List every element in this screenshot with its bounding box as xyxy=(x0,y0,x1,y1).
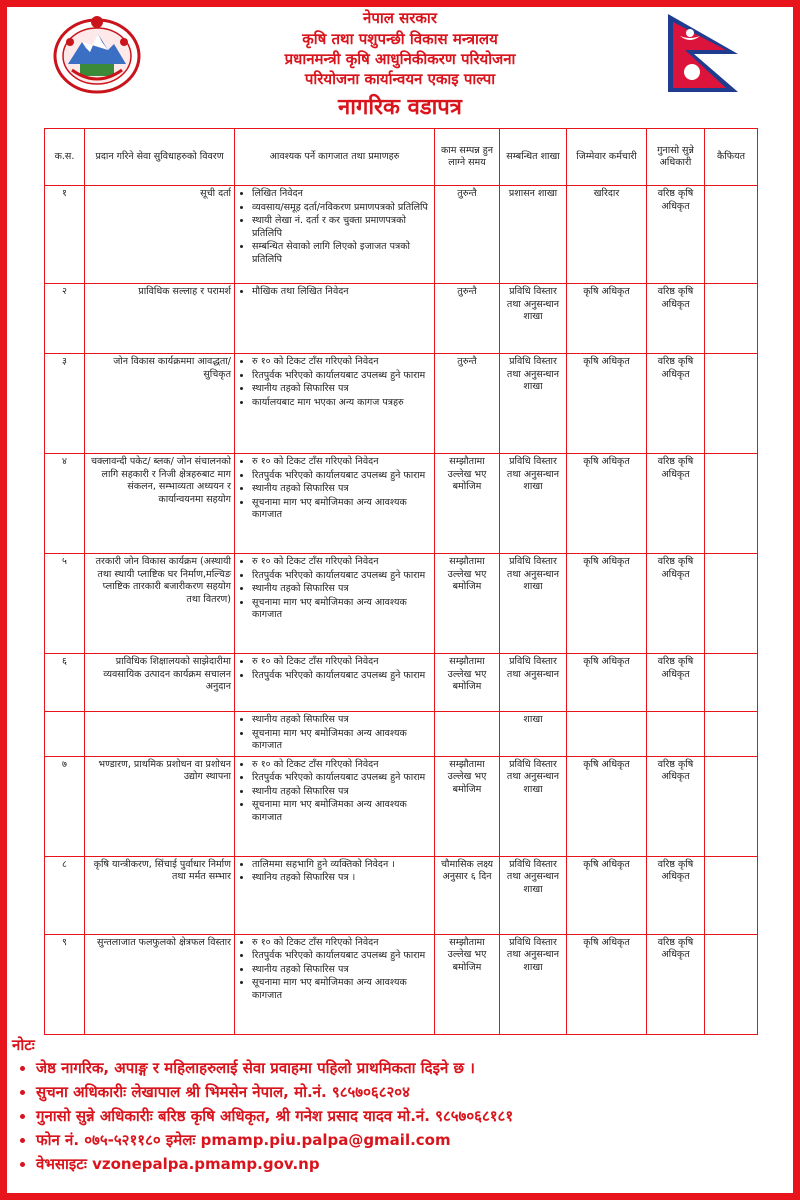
cell-staff: खरिदार xyxy=(567,186,647,284)
header-line-3: प्रधानमन्त्री कृषि आधुनिकीकरण परियोजना xyxy=(284,50,516,68)
cell-docs xyxy=(235,756,435,856)
column-header: क.स. xyxy=(45,129,85,186)
column-header: गुनासो सुन्ने अधिकारी xyxy=(647,129,705,186)
table-row xyxy=(45,284,758,354)
page-header xyxy=(0,8,800,125)
required-doc-item: • स्थानीय तहको सिफारिस पत्र xyxy=(252,383,431,396)
required-docs-list xyxy=(238,356,431,409)
required-doc-item: • स्थानीय तहको सिफारिस पत्र xyxy=(252,483,431,496)
cell-time: सम्झौतामा उल्लेख भए बमोजिम xyxy=(435,934,500,1034)
required-doc-item: • सूचनामा माग भए बमोजिमका अन्य आवश्यक कागजात xyxy=(252,799,431,824)
cell-remarks xyxy=(705,554,758,654)
required-doc-item: • स्थायी लेखा नं. दर्ता र कर चुक्ता प्रमाणपत्रको प्रतिलिपि xyxy=(252,215,431,240)
table-row xyxy=(45,554,758,654)
cell-docs xyxy=(235,554,435,654)
cell-time: सम्झौतामा उल्लेख भए बमोजिम xyxy=(435,554,500,654)
required-doc-item: • स्थानीय तहको सिफारिस पत्र xyxy=(252,714,431,727)
table-row xyxy=(45,354,758,454)
cell-branch: प्रविधि विस्तार तथा अनुसन्धान शाखा xyxy=(500,934,567,1034)
column-header: काम सम्पन्न हुन लाग्ने समय xyxy=(435,129,500,186)
cell-time: सम्झौतामा उल्लेख भए बमोजिम xyxy=(435,454,500,554)
header-line-2: कृषि तथा पशुपन्छी विकास मन्त्रालय xyxy=(302,30,498,48)
required-doc-item: • रितपुर्वक भरिएको कार्यालयबाट उपलब्ध हुने फाराम xyxy=(252,570,431,583)
required-doc-item: • रु १० को टिकट टाँस गरिएको निवेदन xyxy=(252,656,431,669)
cell-remarks xyxy=(705,186,758,284)
required-doc-item: • रु १० को टिकट टाँस गरिएको निवेदन xyxy=(252,456,431,469)
cell-sn: ९ xyxy=(45,934,85,1034)
required-docs-list xyxy=(238,286,431,299)
cell-service: सुन्तलाजात फलफुलको क्षेत्रफल विस्तार xyxy=(85,934,235,1034)
column-header: सम्बन्धित शाखा xyxy=(500,129,567,186)
table-header-row xyxy=(45,129,758,186)
cell-branch: प्रविधि विस्तार तथा अनुसन्धान शाखा xyxy=(500,354,567,454)
required-doc-item: • स्थानीय तहको सिफारिस पत्र xyxy=(252,964,431,977)
table-row xyxy=(45,454,758,554)
cell-staff: कृषि अधिकृत xyxy=(567,856,647,934)
cell-service: जोन विकास कार्यक्रममा आवद्धता/सुचिकृत xyxy=(85,354,235,454)
cell-branch: प्रविधि विस्तार तथा अनुसन्धान शाखा xyxy=(500,756,567,856)
column-header: जिम्मेवार कर्मचारी xyxy=(567,129,647,186)
note-item: • गुनासो सुन्ने अधिकारीः बरिष्ठ कृषि अधिकृत, श्री गनेश प्रसाद यादव मो.नं. ९८५७०६८१८१ xyxy=(36,1104,792,1128)
required-doc-item: • रितपुर्वक भरिएको कार्यालयबाट उपलब्ध हुने फाराम xyxy=(252,470,431,483)
cell-staff: कृषि अधिकृत xyxy=(567,284,647,354)
cell-sn xyxy=(45,712,85,757)
cell-branch: प्रविधि विस्तार तथा अनुसन्धान शाखा xyxy=(500,856,567,934)
cell-remarks xyxy=(705,756,758,856)
cell-sn: ७ xyxy=(45,756,85,856)
cell-remarks xyxy=(705,354,758,454)
notes-heading: नोटः xyxy=(12,1036,35,1054)
cell-docs xyxy=(235,654,435,712)
required-doc-item: • व्यवसाय/समूह दर्ता/नविकरण प्रमाणपत्रको प्रतिलिपि xyxy=(252,202,431,215)
table-row xyxy=(45,186,758,284)
cell-docs xyxy=(235,934,435,1034)
cell-time: तुरुन्तै xyxy=(435,284,500,354)
required-doc-item: • सूचनामा माग भए बमोजिमका अन्य आवश्यक कागजात xyxy=(252,497,431,522)
required-docs-list xyxy=(238,556,431,622)
cell-sn: ८ xyxy=(45,856,85,934)
required-doc-item: • रितपुर्वक भरिएको कार्यालयबाट उपलब्ध हुने फाराम xyxy=(252,772,431,785)
required-doc-item: • सूचनामा माग भए बमोजिमका अन्य आवश्यक कागजात xyxy=(252,977,431,1002)
cell-docs xyxy=(235,454,435,554)
cell-time: सम्झौतामा उल्लेख भए बमोजिम xyxy=(435,654,500,712)
table-row xyxy=(45,712,758,757)
note-item: • वेभसाइटः vzonepalpa.pmamp.gov.np xyxy=(36,1152,792,1176)
cell-officer: वरिष्ठ कृषि अधिकृत xyxy=(647,756,705,856)
required-docs-list xyxy=(238,714,431,753)
cell-sn: ५ xyxy=(45,554,85,654)
cell-docs xyxy=(235,354,435,454)
required-doc-item: • सूचनामा माग भए बमोजिमका अन्य आवश्यक कागजात xyxy=(252,728,431,753)
column-header: कैफियत xyxy=(705,129,758,186)
required-doc-item: • स्थानीय तहको सिफारिस पत्र xyxy=(252,786,431,799)
header-line-4: परियोजना कार्यान्वयन एकाइ पाल्पा xyxy=(304,70,496,88)
required-docs-list xyxy=(238,937,431,1003)
cell-sn: ३ xyxy=(45,354,85,454)
required-doc-item: • तालिममा सहभागि हुने व्यक्तिको निवेदन । xyxy=(252,859,431,872)
cell-service: भण्डारण, प्राथमिक प्रशोधन वा प्रशोधन उद्योग स्थापना xyxy=(85,756,235,856)
cell-time: तुरुन्तै xyxy=(435,186,500,284)
cell-service: कृषि यान्त्रीकरण, सिंचाई पुर्वाधार निर्माण तथा मर्मत सम्भार xyxy=(85,856,235,934)
note-item: • सुचना अधिकारीः लेखापाल श्री भिमसेन नेपाल, मो.नं. ९८५७०६८२०४ xyxy=(36,1080,792,1104)
cell-officer: वरिष्ठ कृषि अधिकृत xyxy=(647,654,705,712)
table-row xyxy=(45,856,758,934)
cell-remarks xyxy=(705,654,758,712)
required-docs-list xyxy=(238,759,431,825)
required-doc-item: • कार्यालयबाट माग भएका अन्य कागज पत्रहरु xyxy=(252,397,431,410)
cell-service: तरकारी जोन विकास कार्यक्रम (अस्थायी तथा स्थायी प्लाष्टिक घर निर्माण,मल्चिङ प्लाष्टिक तारकारी बजारीकरण सहयोग तथा वितरण) xyxy=(85,554,235,654)
cell-service: प्राविधिक शिक्षालयको साझेदारीमा व्यवसायिक उत्पादन कार्यक्रम सचालन अनुदान xyxy=(85,654,235,712)
note-item: • जेष्ठ नागरिक, अपाङ्ग र महिलाहरुलाई सेवा प्रवाहमा पहिलो प्राथमिकता दिइने छ । xyxy=(36,1056,792,1080)
cell-time xyxy=(435,712,500,757)
required-docs-list xyxy=(238,656,431,682)
cell-service: सूची दर्ता xyxy=(85,186,235,284)
cell-sn: २ xyxy=(45,284,85,354)
cell-time: चौमासिक लक्ष्य अनुसार ६ दिन xyxy=(435,856,500,934)
table-row xyxy=(45,934,758,1034)
required-doc-item: • स्थानिय तहको सिफारिस पत्र । xyxy=(252,872,431,885)
cell-sn: १ xyxy=(45,186,85,284)
required-docs-list xyxy=(238,188,431,266)
cell-staff: कृषि अधिकृत xyxy=(567,554,647,654)
required-doc-item: • रु १० को टिकट टाँस गरिएको निवेदन xyxy=(252,556,431,569)
cell-staff: कृषि अधिकृत xyxy=(567,756,647,856)
cell-branch: प्रशासन शाखा xyxy=(500,186,567,284)
required-docs-list xyxy=(238,859,431,885)
cell-staff: कृषि अधिकृत xyxy=(567,934,647,1034)
required-doc-item: • रितपुर्वक भरिएको कार्यालयबाट उपलब्ध हुने फाराम xyxy=(252,950,431,963)
cell-time: सम्झौतामा उल्लेख भए बमोजिम xyxy=(435,756,500,856)
cell-remarks xyxy=(705,454,758,554)
cell-officer: वरिष्ठ कृषि अधिकृत xyxy=(647,186,705,284)
cell-remarks xyxy=(705,934,758,1034)
required-doc-item: • मौखिक तथा लिखित निवेदन xyxy=(252,286,431,299)
cell-docs xyxy=(235,284,435,354)
cell-sn: ४ xyxy=(45,454,85,554)
cell-sn: ६ xyxy=(45,654,85,712)
cell-time: तुरुन्तै xyxy=(435,354,500,454)
required-doc-item: • रु १० को टिकट टाँस गरिएको निवेदन xyxy=(252,356,431,369)
cell-staff xyxy=(567,712,647,757)
required-doc-item: • स्थानीय तहको सिफारिस पत्र xyxy=(252,583,431,596)
notes-list xyxy=(12,1056,792,1176)
cell-docs xyxy=(235,712,435,757)
cell-officer: वरिष्ठ कृषि अधिकृत xyxy=(647,354,705,454)
cell-branch: शाखा xyxy=(500,712,567,757)
table-row xyxy=(45,654,758,712)
cell-officer: वरिष्ठ कृषि अधिकृत xyxy=(647,934,705,1034)
page-title: नागरिक वडापत्र xyxy=(338,95,462,120)
note-item: • फोन नं. ०७५-५२११८० इमेलः pmamp.piu.palpa@gmail.com xyxy=(36,1128,792,1152)
cell-officer xyxy=(647,712,705,757)
citizen-charter-table xyxy=(44,128,758,1035)
required-docs-list xyxy=(238,456,431,522)
cell-officer: वरिष्ठ कृषि अधिकृत xyxy=(647,856,705,934)
cell-service: चक्लावन्दी पकेट/ ब्लक/ जोन संचालनको लागि सहकारी र निजी क्षेत्रहरुबाट माग संकलन, सम्भाव्यता अध्ययन र कार्यान्वयनमा सहयोग xyxy=(85,454,235,554)
cell-officer: वरिष्ठ कृषि अधिकृत xyxy=(647,454,705,554)
cell-staff: कृषि अधिकृत xyxy=(567,654,647,712)
column-header: आवश्यक पर्ने कागजात तथा प्रमाणहरु xyxy=(235,129,435,186)
notes-section xyxy=(12,1034,792,1176)
cell-remarks xyxy=(705,856,758,934)
cell-service xyxy=(85,712,235,757)
cell-remarks xyxy=(705,712,758,757)
cell-service: प्राविधिक सल्लाह र परामर्श xyxy=(85,284,235,354)
cell-docs xyxy=(235,186,435,284)
required-doc-item: • रु १० को टिकट टाँस गरिएको निवेदन xyxy=(252,937,431,950)
cell-officer: वरिष्ठ कृषि अधिकृत xyxy=(647,284,705,354)
column-header: प्रदान गरिने सेवा सुविधाहरुको विवरण xyxy=(85,129,235,186)
required-doc-item: • रितपुर्वक भरिएको कार्यालयबाट उपलब्ध हुने फाराम xyxy=(252,670,431,683)
required-doc-item: • सम्बन्धित सेवाको लागि लिएको इजाजत पत्रको प्रतिलिपि xyxy=(252,241,431,266)
required-doc-item: • सूचनामा माग भए बमोजिमका अन्य आवश्यक कागजात xyxy=(252,597,431,622)
cell-branch: प्रविधि विस्तार तथा अनुसन्धान xyxy=(500,654,567,712)
cell-remarks xyxy=(705,284,758,354)
cell-staff: कृषि अधिकृत xyxy=(567,354,647,454)
cell-branch: प्रविधि विस्तार तथा अनुसन्धान शाखा xyxy=(500,554,567,654)
header-line-1: नेपाल सरकार xyxy=(363,9,437,27)
cell-officer: वरिष्ठ कृषि अधिकृत xyxy=(647,554,705,654)
required-doc-item: • रितपुर्वक भरिएको कार्यालयबाट उपलब्ध हुने फाराम xyxy=(252,370,431,383)
cell-branch: प्रविधि विस्तार तथा अनुसन्धान शाखा xyxy=(500,284,567,354)
required-doc-item: • रु १० को टिकट टाँस गरिएको निवेदन xyxy=(252,759,431,772)
cell-branch: प्रविधि विस्तार तथा अनुसन्धान शाखा xyxy=(500,454,567,554)
cell-staff: कृषि अधिकृत xyxy=(567,454,647,554)
table-row xyxy=(45,756,758,856)
cell-docs xyxy=(235,856,435,934)
required-doc-item: • लिखित निवेदन xyxy=(252,188,431,201)
